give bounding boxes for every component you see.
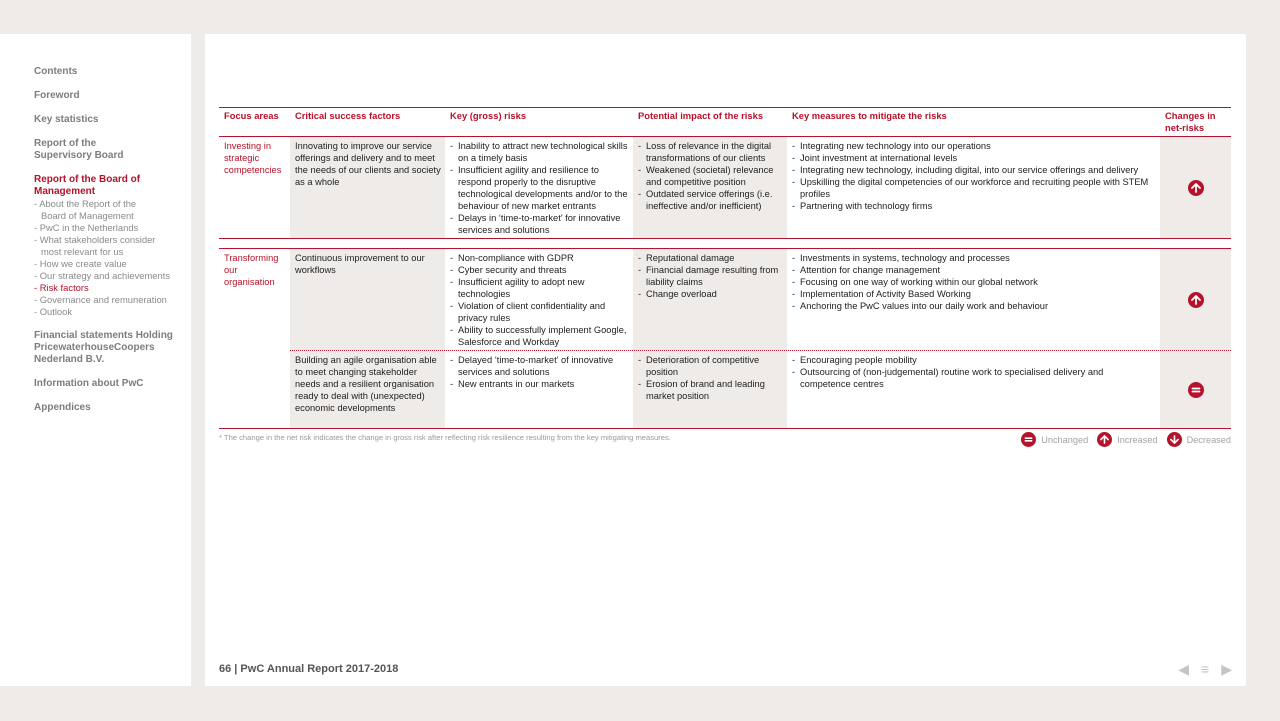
list-item: - Partnering with technology firms (792, 200, 1156, 212)
list-item: - Outsourcing of (non-judgemental) routine work to specialised delivery and competence centres (792, 366, 1156, 390)
legend-increased (1097, 432, 1157, 447)
subnav-value[interactable]: - How we create value (34, 258, 127, 269)
nav-supervisory-board[interactable]: Report of the Supervisory Board (34, 138, 124, 161)
list-item: - Cyber security and threats (450, 264, 629, 276)
list-item: - Insufficient agility to adopt new technologies (450, 276, 629, 300)
subnav-risk-factors[interactable]: - Risk factors (34, 282, 89, 293)
list-item: - Investments in systems, technology and processes (792, 252, 1156, 264)
focus-area: Investing in strategic competencies (224, 141, 282, 175)
critical-success-factor: Continuous improvement to our workflows (290, 249, 445, 350)
list-item: - Outdated service offerings (i.e. ineffective and/or inefficient) (638, 188, 783, 212)
list-item: - Erosion of brand and leading market position (638, 378, 783, 402)
equals-icon (1021, 432, 1036, 447)
subnav-strategy[interactable]: - Our strategy and achievements (34, 270, 171, 281)
measures-list (787, 137, 1160, 238)
header-critical-success-factors: Critical success factors (295, 110, 401, 121)
list-item: - Violation of client confidentiality and privacy rules (450, 300, 629, 324)
header-mitigating-measures: Key measures to mitigate the risks (792, 110, 947, 121)
subnav-stakeholders[interactable]: - What stakeholders consider most relevant for us (34, 234, 156, 257)
change-indicator (1160, 351, 1231, 428)
list-item: - Delays in ‘time-to-market’ for innovative services and solutions (450, 212, 629, 236)
critical-success-factor: Innovating to improve our service offerings and delivery and to meet the needs of our clients and society as a whole (290, 137, 445, 238)
legend-label: Decreased (1186, 434, 1231, 445)
list-item: - Loss of relevance in the digital transformations of our clients (638, 140, 783, 164)
list-item: - Inability to attract new technological skills on a timely basis (450, 140, 629, 164)
measures-list (787, 351, 1160, 428)
list-item: - Focusing on one way of working within our global network (792, 276, 1156, 288)
impact-list (633, 137, 787, 238)
table-header (219, 107, 1231, 137)
risk-table (219, 107, 1231, 429)
list-item: - New entrants in our markets (450, 378, 629, 390)
table-footer (219, 432, 1231, 448)
measures-list (787, 249, 1160, 350)
nav-key-statistics[interactable]: Key statistics (34, 114, 99, 125)
list-item: - Implementation of Activity Based Working (792, 288, 1156, 300)
critical-success-factor: Building an agile organisation able to meet changing stakeholder needs and a resilient organisation ready to deal with (unexpected) economic developments (290, 351, 445, 428)
page-number: 66 | PwC Annual Report 2017-2018 (219, 663, 399, 675)
list-item: - Encouraging people mobility (792, 354, 1156, 366)
impact-list (633, 351, 787, 428)
list-item: - Change overload (638, 288, 783, 300)
list-item: - Financial damage resulting from liability claims (638, 264, 783, 288)
list-item: - Integrating new technology, including digital, into our service offerings and delivery (792, 164, 1156, 176)
nav-foreword[interactable]: Foreword (34, 90, 80, 101)
header-changes-net-risks: Changes in net-risks (1165, 110, 1216, 133)
list-item: - Non-compliance with GDPR (450, 252, 629, 264)
list-item: - Weakened (societal) relevance and competitive position (638, 164, 783, 188)
legend-decreased (1167, 432, 1231, 447)
arrow-up-icon (1188, 292, 1204, 308)
next-page-icon[interactable]: ▶ (1221, 661, 1232, 677)
list-item: - Joint investment at international levels (792, 152, 1156, 164)
arrow-up-icon (1097, 432, 1112, 447)
nav-board-of-management[interactable]: Report of the Board of Management (34, 174, 141, 197)
nav-financial-statements[interactable]: Financial statements Holding PricewaterhouseCoopers Nederland B.V. (34, 330, 173, 365)
key-risks-list (445, 137, 633, 238)
table-row (219, 137, 1231, 239)
nav-contents[interactable]: Contents (34, 66, 78, 77)
subnav-outlook[interactable]: - Outlook (34, 306, 73, 317)
list-item: - Ability to successfully implement Google, Salesforce and Workday (450, 324, 629, 348)
list-item: - Delayed ‘time-to-market’ of innovative services and solutions (450, 354, 629, 378)
legend (1012, 432, 1231, 447)
key-risks-list (445, 351, 633, 428)
footnote: * The change in the net risk indicates the change in gross risk after reflecting risk resilience resulting from the key mitigating measures. (219, 433, 671, 442)
arrow-down-icon (1167, 432, 1182, 447)
change-indicator (1160, 137, 1231, 238)
subnav-governance[interactable]: - Governance and remuneration (34, 294, 167, 305)
subnav (34, 198, 184, 318)
legend-unchanged (1021, 432, 1088, 447)
legend-label: Increased (1117, 434, 1158, 445)
previous-page-icon[interactable]: ◀ (1178, 661, 1190, 677)
list-item: - Upskilling the digital competencies of our workforce and recruiting people with STEM profiles (792, 176, 1156, 200)
arrow-up-icon (1188, 180, 1204, 196)
table-row (219, 248, 1231, 429)
list-item: - Reputational damage (638, 252, 783, 264)
change-indicator (1160, 249, 1231, 350)
focus-area: Transforming our organisation (224, 253, 279, 287)
list-item: - Anchoring the PwC values into our daily work and behaviour (792, 300, 1156, 312)
page-content (205, 34, 1246, 686)
nav-appendices[interactable]: Appendices (34, 402, 91, 413)
header-focus-areas: Focus areas (224, 110, 279, 121)
header-key-risks: Key (gross) risks (450, 110, 527, 121)
impact-list (633, 249, 787, 350)
key-risks-list (445, 249, 633, 350)
list-item: - Attention for change management (792, 264, 1156, 276)
legend-label: Unchanged (1041, 434, 1089, 445)
list-item: - Deterioration of competitive position (638, 354, 783, 378)
list-item: - Integrating new technology into our operations (792, 140, 1156, 152)
list-item: - Insufficient agility and resilience to respond properly to the disruptive technological developments and/or to the behaviour of new market entrants (450, 164, 629, 212)
page-navigation (1178, 661, 1232, 677)
nav-information[interactable]: Information about PwC (34, 378, 144, 389)
sidebar-navigation (0, 34, 191, 686)
equals-icon (1188, 382, 1204, 398)
subnav-about[interactable]: - About the Report of the Board of Management (34, 198, 137, 221)
header-potential-impact: Potential impact of the risks (638, 110, 764, 121)
subnav-pwc-netherlands[interactable]: - PwC in the Netherlands (34, 222, 139, 233)
menu-lines-icon[interactable]: ≡ (1201, 661, 1210, 677)
nav-menu (34, 66, 184, 426)
